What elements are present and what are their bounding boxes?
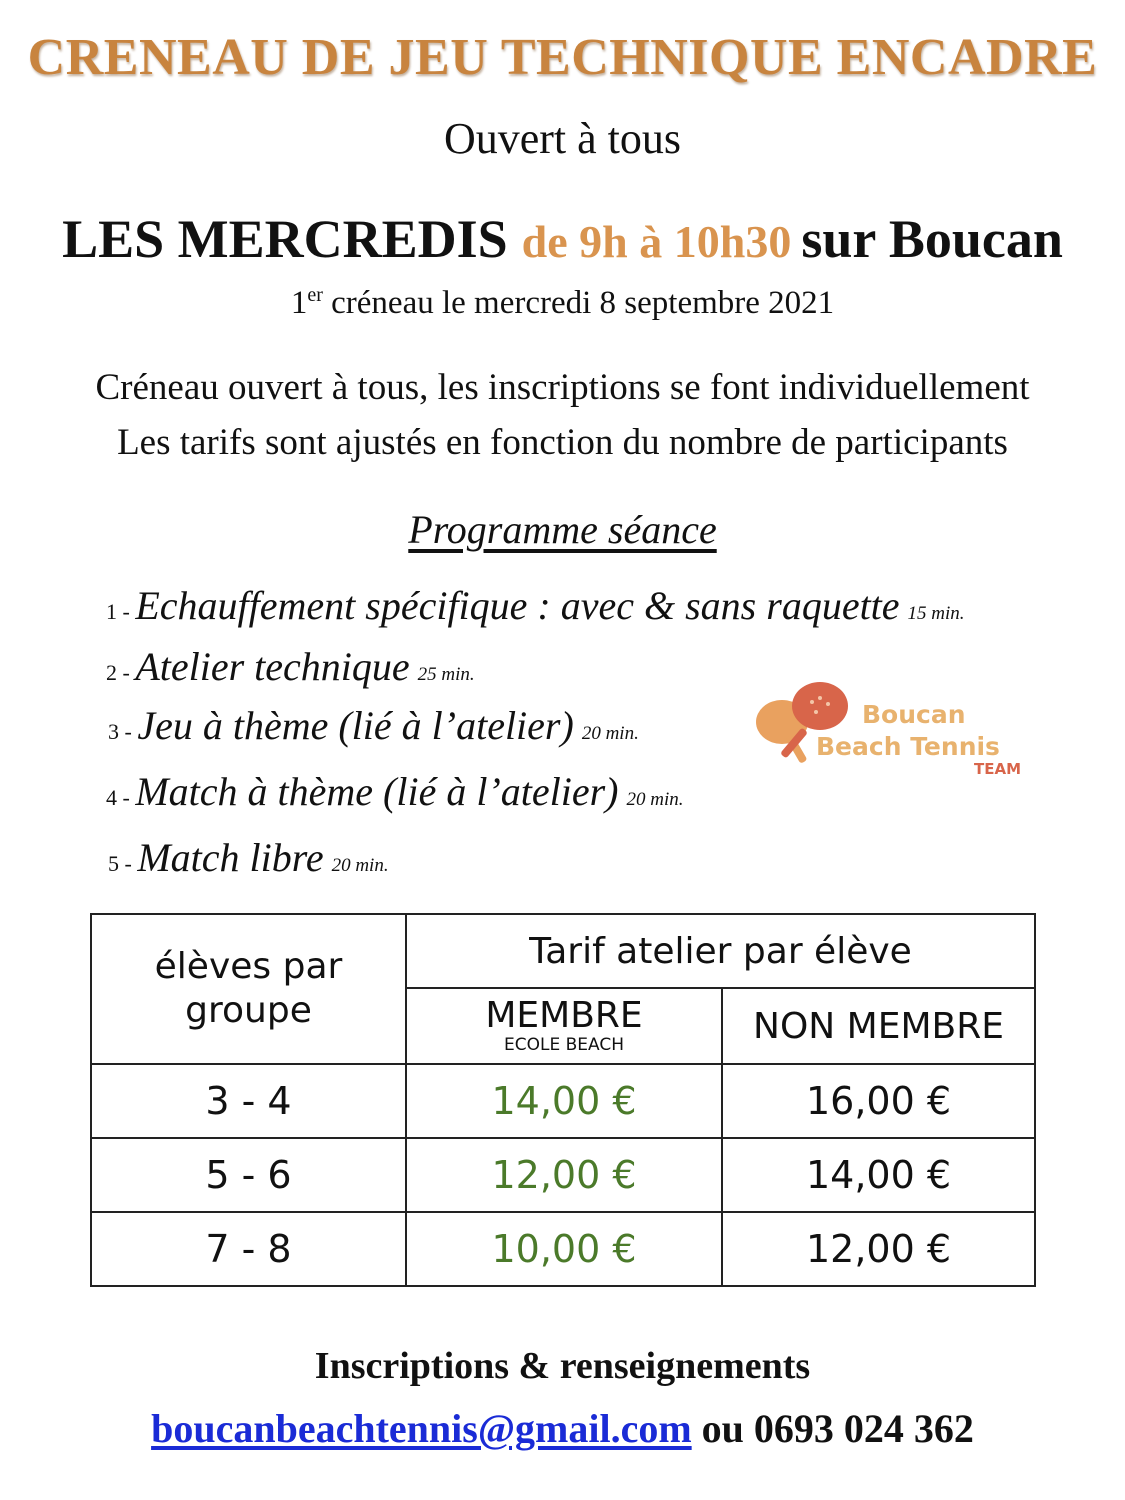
table-row	[91, 1212, 1035, 1286]
non-membre-price-cell: 12,00 €	[722, 1212, 1035, 1286]
logo-line-2: Beach Tennis	[816, 732, 1000, 761]
membre-price-cell: 14,00 €	[406, 1064, 722, 1138]
step-duration: 20 min.	[581, 723, 639, 744]
club-logo	[752, 678, 1042, 788]
page-title: CRENEAU DE JEU TECHNIQUE ENCADRE	[27, 29, 1098, 86]
group-size-header-label: élèves par groupe	[154, 946, 343, 1031]
group-size-header	[91, 914, 406, 1064]
membre-price-cell: 12,00 €	[406, 1138, 722, 1212]
schedule-day: LES MERCREDIS	[62, 209, 508, 269]
first-ordinal-suffix: er	[307, 284, 323, 306]
step-number: 5 -	[108, 851, 138, 876]
logo-line-1: Boucan	[862, 700, 966, 729]
first-ordinal: 1	[290, 285, 308, 321]
phone-number: 0693 024 362	[753, 1406, 974, 1451]
programme-step	[106, 582, 965, 629]
contact-line	[0, 1405, 1125, 1452]
programme-step	[108, 702, 639, 749]
step-text: Atelier technique	[135, 644, 410, 689]
group-size-cell: 5 - 6	[91, 1138, 406, 1212]
membre-header	[406, 988, 722, 1064]
step-number: 3 -	[108, 719, 138, 744]
email-link[interactable]: boucanbeachtennis@gmail.com	[151, 1406, 692, 1451]
tarif-group-header: Tarif atelier par élève	[406, 914, 1035, 988]
schedule-time: de 9h à 10h30	[521, 216, 792, 267]
pricing-table	[90, 913, 1036, 1287]
schedule-line	[0, 208, 1125, 270]
step-number: 1 -	[106, 599, 136, 624]
non-membre-header: NON MEMBRE	[722, 988, 1035, 1064]
step-duration: 20 min.	[626, 789, 684, 810]
programme-step	[106, 768, 684, 815]
step-text: Match libre	[137, 835, 324, 880]
intro-line-1: Créneau ouvert à tous, les inscriptions se font individuellement	[95, 367, 1030, 408]
schedule-place: sur Boucan	[801, 209, 1063, 269]
page-subtitle: Ouvert à tous	[443, 114, 682, 163]
contact-title: Inscriptions & renseignements	[314, 1345, 811, 1387]
membre-label: MEMBRE	[485, 995, 643, 1036]
contact-separator: ou	[691, 1406, 754, 1451]
table-row	[91, 1138, 1035, 1212]
step-text: Match à thème (lié à l’atelier)	[135, 769, 619, 814]
step-duration: 25 min.	[417, 664, 475, 685]
first-session-date	[0, 284, 1125, 322]
step-text: Jeu à thème (lié à l’atelier)	[137, 703, 574, 748]
step-text: Echauffement spécifique : avec & sans raquette	[135, 583, 900, 628]
programme-title: Programme séance	[408, 507, 717, 552]
membre-sub-label: ECOLE BEACH	[504, 1035, 624, 1055]
group-size-cell: 3 - 4	[91, 1064, 406, 1138]
step-number: 2 -	[106, 660, 136, 685]
first-session-text: créneau le mercredi 8 septembre 2021	[322, 285, 835, 321]
table-row	[91, 1064, 1035, 1138]
intro-line-2: Les tarifs sont ajustés en fonction du nombre de participants	[117, 422, 1008, 463]
non-membre-price-cell: 14,00 €	[722, 1138, 1035, 1212]
step-number: 4 -	[106, 785, 136, 810]
group-size-cell: 7 - 8	[91, 1212, 406, 1286]
logo-line-3: TEAM	[974, 760, 1022, 778]
membre-price-cell: 10,00 €	[406, 1212, 722, 1286]
step-duration: 15 min.	[907, 603, 965, 624]
non-membre-price-cell: 16,00 €	[722, 1064, 1035, 1138]
programme-step	[106, 643, 475, 690]
step-duration: 20 min.	[331, 855, 389, 876]
programme-step	[108, 834, 389, 881]
